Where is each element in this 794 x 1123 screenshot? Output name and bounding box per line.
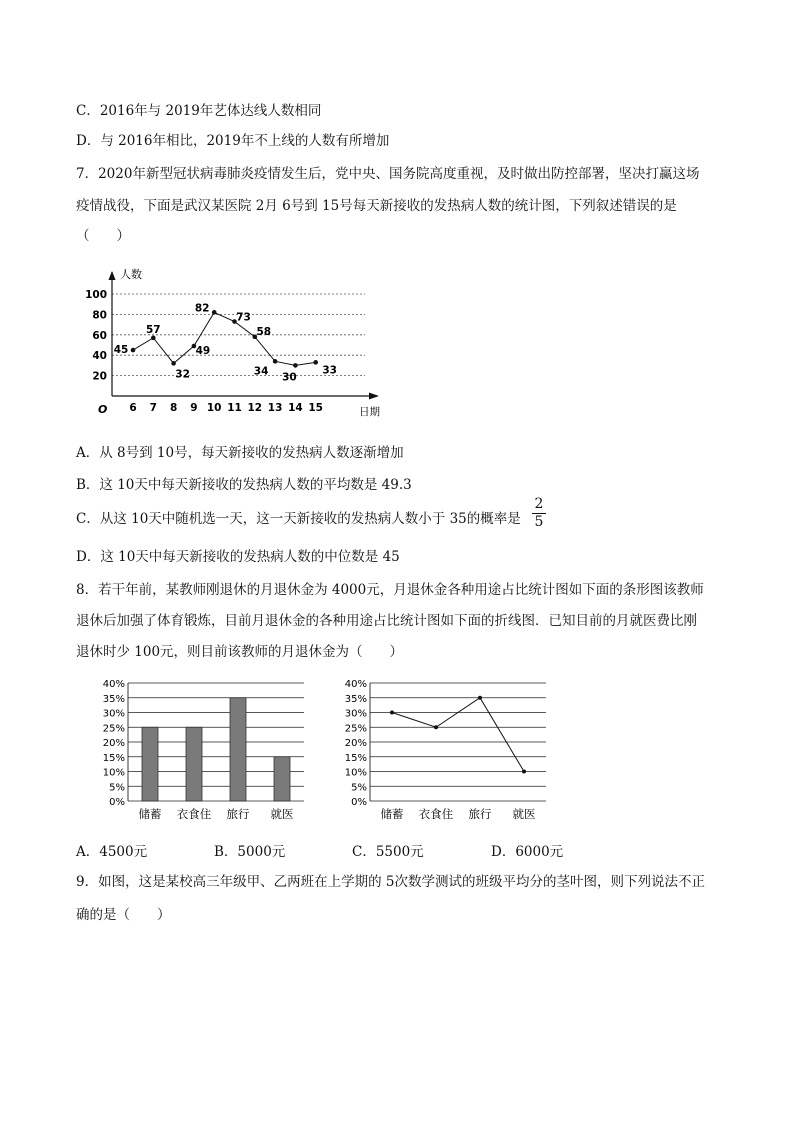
q8-options [76, 840, 716, 860]
data-point [434, 725, 438, 729]
x-tick-label: 15 [308, 402, 324, 414]
fraction-denominator: 5 [534, 514, 544, 530]
data-label: 82 [194, 302, 210, 315]
q7-option-c: C．从这 10天中随机选一天，这一天新接收的发热病人数小于 35的概率是 [76, 511, 521, 527]
q7-stem-line3: （ ） [76, 228, 130, 244]
y-tick-label: 5% [351, 782, 367, 794]
x-tick-label: 13 [267, 402, 283, 414]
data-point [171, 361, 176, 366]
q8-stem-line1: 8．若干年前，某教师刚退休的月退休金为 4000元，月退休金各种用途占比统计图如下面的条形图该教师 [76, 582, 704, 598]
data-point [131, 348, 136, 353]
q9-stem-line1: 9．如图，这是某校高三年级甲、乙两班在上学期的 5次数学测试的班级平均分的茎叶图，则下列说法不正 [76, 874, 705, 890]
bar [230, 698, 246, 801]
data-point [522, 770, 526, 774]
data-label: 34 [253, 365, 269, 378]
origin-label: O [98, 403, 108, 416]
y-tick-label: 0% [109, 797, 125, 808]
x-tick-label: 储蓄 [138, 807, 162, 821]
y-tick-label: 30% [102, 708, 125, 720]
q8-stem-line2: 退休后加强了体育锻炼，目前月退休金的各种用途占比统计图如下面的折线图．已知目前的月就医费比刚 [76, 613, 697, 629]
y-axis-arrow [109, 271, 116, 280]
y-tick-label: 35% [102, 693, 125, 705]
y-tick-label: 40% [102, 679, 125, 690]
data-point [478, 696, 482, 700]
y-tick-label: 25% [102, 723, 125, 735]
q7-stem-line2: 疫情战役，下面是武汉某医院 2月 6号到 15号每天新接收的发热病人数的统计图，下列叙述错误的是 [76, 198, 677, 214]
y-tick-label: 80 [92, 309, 107, 322]
x-tick-label: 就医 [270, 807, 294, 821]
q7-option-d: D．这 10天中每天新接收的发热病人数的中位数是 45 [76, 549, 400, 565]
y-tick-label: 40 [92, 350, 107, 363]
x-tick-label: 就医 [512, 807, 536, 821]
q8-bar-chart [94, 676, 314, 826]
q8-option-c: C．5500元 [352, 844, 424, 860]
bar [142, 727, 158, 801]
series-line [392, 698, 524, 772]
x-tick-label: 8 [169, 402, 178, 414]
data-point [293, 363, 298, 368]
q9-stem-line2: 确的是（ ） [76, 907, 171, 923]
y-tick-label: 60 [92, 329, 107, 342]
x-axis-arrow [369, 393, 379, 400]
q7-option-b: B．这 10天中每天新接收的发热病人数的平均数是 49.3 [76, 477, 412, 493]
q8-option-a: A．4500元 [76, 844, 148, 860]
y-tick-label: 10% [102, 767, 125, 779]
y-tick-label: 35% [344, 693, 367, 705]
y-tick-label: 30% [344, 708, 367, 720]
q6-option-c: C．2016年与 2019年艺体达线人数相同 [76, 103, 322, 119]
data-point [313, 360, 318, 365]
x-tick-label: 14 [288, 402, 303, 414]
y-tick-label: 10% [344, 767, 367, 779]
q8-line-chart [336, 676, 556, 826]
x-tick-label: 旅行 [468, 807, 492, 821]
fraction-numerator: 2 [534, 496, 544, 512]
x-tick-label: 衣食住 [418, 807, 454, 821]
data-label: 49 [195, 345, 211, 358]
q8-option-d: D．6000元 [491, 844, 564, 860]
q7-line-chart [80, 262, 400, 422]
x-tick-label: 9 [190, 402, 198, 414]
data-point [273, 359, 278, 364]
y-tick-label: 15% [344, 752, 367, 764]
x-tick-label: 11 [227, 402, 242, 414]
x-tick-label: 6 [129, 402, 137, 414]
data-label: 32 [175, 368, 190, 381]
q7-option-c-fraction [532, 497, 546, 530]
y-tick-label: 20% [344, 738, 367, 749]
y-tick-label: 20 [92, 370, 107, 383]
q8-stem-line3: 退休时少 100元，则目前该教师的月退休金为（ ） [76, 644, 404, 660]
y-tick-label: 100 [85, 289, 107, 301]
data-label: 58 [256, 325, 272, 338]
q7-option-a: A．从 8号到 10号，每天新接收的发热病人数逐渐增加 [76, 445, 404, 461]
y-axis-label: 人数 [120, 268, 142, 281]
data-point [151, 336, 156, 341]
x-tick-label: 7 [149, 402, 157, 414]
bar [186, 727, 202, 801]
data-label: 33 [322, 364, 338, 377]
x-tick-label: 储蓄 [380, 807, 404, 821]
y-tick-label: 20% [102, 738, 125, 749]
x-tick-label: 10 [206, 402, 222, 414]
data-label: 30 [282, 371, 297, 384]
y-tick-label: 15% [102, 752, 125, 764]
y-tick-label: 0% [351, 797, 367, 808]
data-label: 45 [113, 344, 129, 357]
q8-option-b: B．5000元 [214, 844, 286, 860]
data-point [212, 310, 217, 315]
y-tick-label: 40% [344, 679, 367, 690]
bar [274, 757, 290, 801]
x-axis-label: 日期 [359, 406, 380, 418]
data-label: 73 [236, 311, 251, 324]
q6-option-d: D．与 2016年相比，2019年不上线的人数有所增加 [76, 133, 390, 149]
series-line [133, 312, 316, 365]
x-tick-label: 衣食住 [176, 807, 212, 821]
q7-stem-line1: 7．2020年新型冠状病毒肺炎疫情发生后，党中央、国务院高度重视，及时做出防控部署，坚决打赢这场 [76, 166, 700, 182]
x-tick-label: 12 [247, 402, 263, 414]
x-tick-label: 旅行 [226, 807, 250, 821]
data-label: 57 [145, 323, 161, 336]
y-tick-label: 25% [344, 723, 367, 735]
y-tick-label: 5% [109, 782, 125, 794]
data-point [390, 711, 394, 715]
